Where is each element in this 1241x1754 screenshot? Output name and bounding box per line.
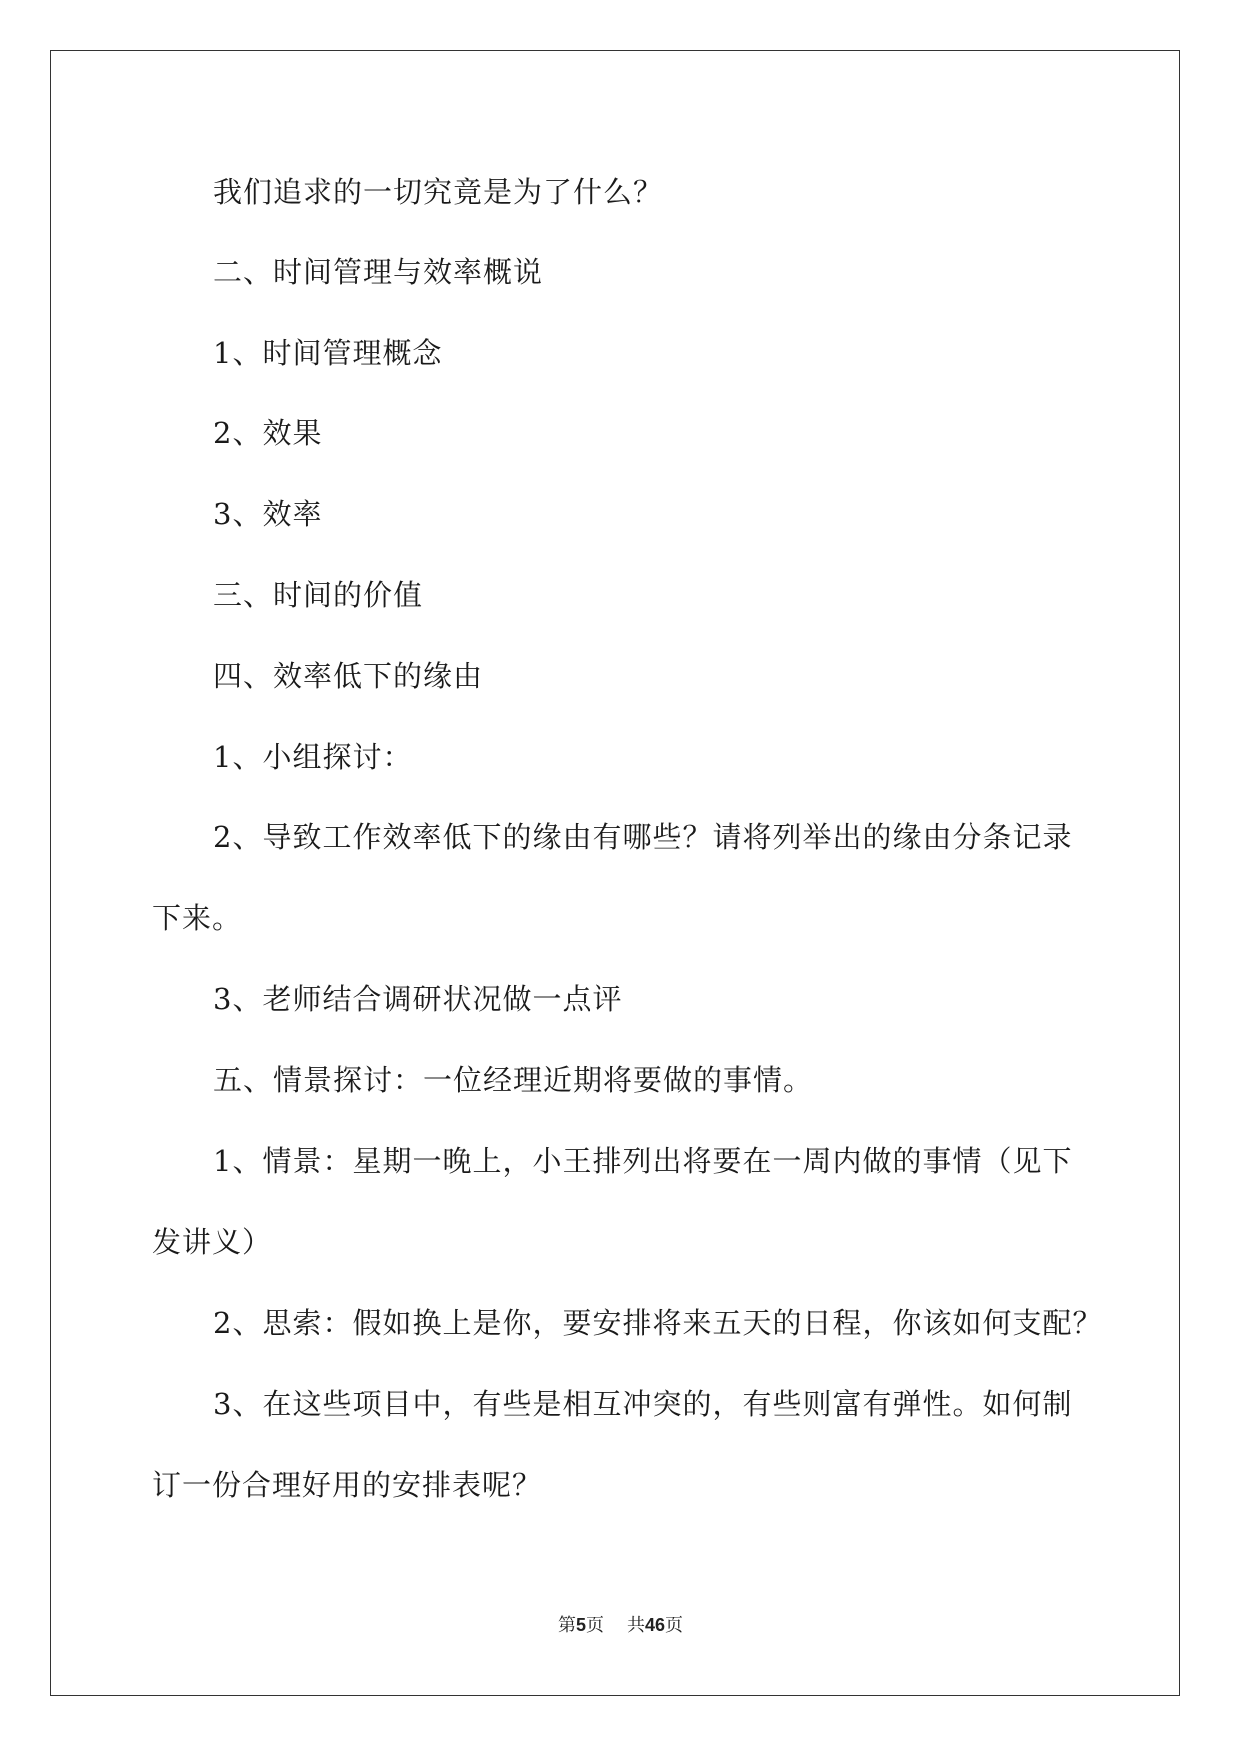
- text-line: 1、小组探讨：: [213, 740, 413, 774]
- page-footer: [0, 1613, 1241, 1638]
- section-heading: 五、情景探讨：一位经理近期将要做的事情。: [213, 1063, 814, 1097]
- text-line: 3、在这些项目中，有些是相互冲突的，有些则富有弹性。如何制: [213, 1387, 1073, 1421]
- text-line: 3、老师结合调研状况做一点评: [213, 982, 623, 1016]
- text-line: 我们追求的一切究竟是为了什么？: [213, 175, 664, 209]
- text-line: 2、思索：假如换上是你，要安排将来五天的日程，你该如何支配？: [213, 1306, 1103, 1340]
- text-line: 2、效果: [213, 416, 323, 450]
- section-heading: 二、时间管理与效率概说: [213, 255, 544, 289]
- page-border: [50, 50, 1180, 1696]
- section-heading: 四、效率低下的缘由: [213, 659, 484, 693]
- text-line: 1、情景：星期一晚上，小王排列出将要在一周内做的事情（见下: [213, 1144, 1073, 1178]
- total-pages-number: 46: [644, 1615, 665, 1635]
- text-line-continuation: 订一份合理好用的安排表呢？: [152, 1468, 543, 1502]
- footer-page-word: 页: [586, 1615, 605, 1636]
- footer-total-suffix: 页: [664, 1615, 683, 1636]
- text-line: 1、时间管理概念: [213, 336, 443, 370]
- section-heading: 三、时间的价值: [213, 578, 424, 612]
- current-page-number: 5: [576, 1615, 587, 1635]
- text-line: 3、效率: [213, 497, 323, 531]
- footer-total-prefix: 共: [626, 1615, 645, 1636]
- text-line-continuation: 发讲义）: [152, 1225, 273, 1259]
- text-line: 2、导致工作效率低下的缘由有哪些？请将列举出的缘由分条记录: [213, 820, 1073, 854]
- text-line-continuation: 下来。: [152, 901, 243, 935]
- footer-prefix: 第: [558, 1615, 577, 1636]
